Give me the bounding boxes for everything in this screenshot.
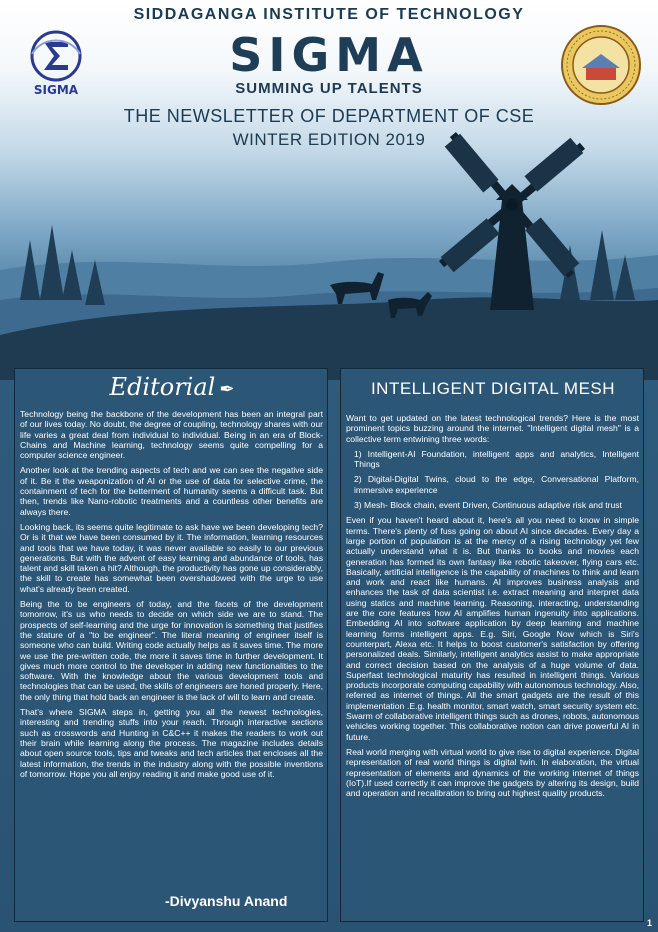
editorial-paragraph: That's where SIGMA steps in, getting you all the newest technologies, interesting and trending stuffs into your reach. Through interactive sections such as crosswords and Hunting in C&C++ it makes the readers to work out their brain while learning along the process. The magazine includes details about open source tools, tips and tweaks and tech articles that encloses all the latest information, the trends in the industry along with the possible inventions of tomorrow. Hope you all enjoy reading it and make good use of it. [20, 707, 323, 779]
institute-name: SIDDAGANGA INSTITUTE OF TECHNOLOGY [133, 6, 525, 23]
editorial-column [14, 368, 328, 922]
editorial-title: Editorial [109, 373, 216, 401]
edition-label: WINTER EDITION 2019 [232, 130, 426, 149]
editorial-body [20, 409, 323, 784]
newsletter-subtitle: THE NEWSLETTER OF DEPARTMENT OF CSE [123, 106, 535, 126]
article-paragraph: Want to get updated on the latest technological trends? Here is the most prominent topics buzzing around the internet. "Intelligent digital mesh" is a collective term entwining three words: [346, 413, 639, 444]
editorial-paragraph: Looking back, its seems quite legitimate to ask have we been developing tech? Or is it that we have been consumed by it. The information, learning resources and tools that we have today, it was never available so easily to our previous generations. But with the advent of easy learning and abundance of tools, has talent and skill taken a hit? Although, the productivity has gone up considerably, the skill to create has somewhat been overshadowed with the urge to use what's already been created. [20, 521, 323, 594]
article-list-item: 3) Mesh- Block chain, event Driven, Continuous adaptive risk and trust [354, 500, 622, 511]
article-body [346, 413, 639, 803]
article-list-item: 1) Intelligent-AI Foundation, intelligent apps and analytics, Intelligent Things [354, 448, 639, 470]
editorial-heading [15, 373, 329, 401]
page-number: 1 [647, 918, 653, 928]
editorial-paragraph: Being the to be engineers of today, and the facets of the development tomorrow, it's us who needs to decide on which side we are to stand. The prospects of self-learning and the urge for innovation is something that justifies the stature of a "to be engineer". The literal meaning of engineer itself is someone who can build. Writing code actually helps as it saves time. The more we use the pre-written code, the more it saves time in further development. It gives much more control to the developer in adding new functionalities to the software. With the knowledge about the various development tools and technologies that can be used, the skills of engineers are honed properly. Here, the only thing that hold back an engineer is the lack of will to learn and create. [20, 599, 323, 702]
editorial-paragraph: Another look at the trending aspects of tech and we can see the negative side of it. Be it the weaponization of AI or the use of data for selective crime, the containment of tech for the betterment of humanity seems a difficult task. But then, trends like Nano-robotic treatments and a countless other benefits are always there. [20, 465, 323, 517]
logo-label: SIGMA [33, 83, 79, 97]
article-column [340, 368, 644, 922]
article-paragraph: Real world merging with virtual world to give rise to digital experience. Digital representation of real world things is digital twin. In elaboration, the virtual representation of elements and dynamics of the working internet of things (IoT).If used correctly it can improve the gadgets by altering its design, build and operation and recalibration to bring out highest quality products. [346, 746, 639, 799]
article-list-item: 2) Digital-Digital Twins, cloud to the edge, Conversational Platform, immersive experience [354, 474, 639, 495]
newsletter-title: SIGMA [229, 28, 429, 82]
article-title: INTELLIGENT DIGITAL MESH [370, 379, 616, 398]
college-seal-icon [560, 24, 642, 106]
tagline: SUMMING UP TALENTS [235, 80, 423, 97]
article-paragraph: Even if you haven't heard about it, here's all you need to know in simple terms. There's plenty of fuss going on about AI since decades. Every day a large portion of population is at the mercy of a rising technology yet few actually understand what it is. But thanks to books and movies each generation has formed its own fantasy like robotic takeover, flying cars etc. Basically, artificial intelligence is the capability of machines to think and learn and work and react like humans. AI improves business analysis and enhances the task of data scientist i.e. extract meaning and interpret data using statics and machine learning. Reasoning, interacting, understanding are the core features how AI amplifies human ingenuity into applications. Embedding AI into software application by deep learning and machine learning forms intelligent apps. E.g. Siri, Google Now which is Siri's counterpart, Alexa etc. It helps to boost customer's satisfaction by offering personalized deals. Similarly, intelligent analytics assist to make appropriate and correct decision based on the analysis of a huge volume of data. Superfast technological maturity has resulted in intelligent things. Various products incorporate computing capability with autonomous technology. Also, referred as internet of things. All the smart gadgets are the result of this implementation .E.g. health monitor, smart watch, smart security system etc. Swarm of collaborative intelligent things such as drones, robots, autonomous vehicles working together. This collaborative notion can drive powerful AI in future. [346, 515, 639, 742]
editorial-paragraph: Technology being the backbone of the development has been an integral part of our lives today. No doubt, the degree of coupling, technology shares with our life varies a great deal from individual to individual. Being in an era of Block-Chains and Machine learning, technology seems quite compelling for a computer science engineer. [20, 409, 323, 461]
pen-icon: ✒ [219, 379, 235, 400]
editorial-signature: -Divyanshu Anand [165, 893, 288, 909]
